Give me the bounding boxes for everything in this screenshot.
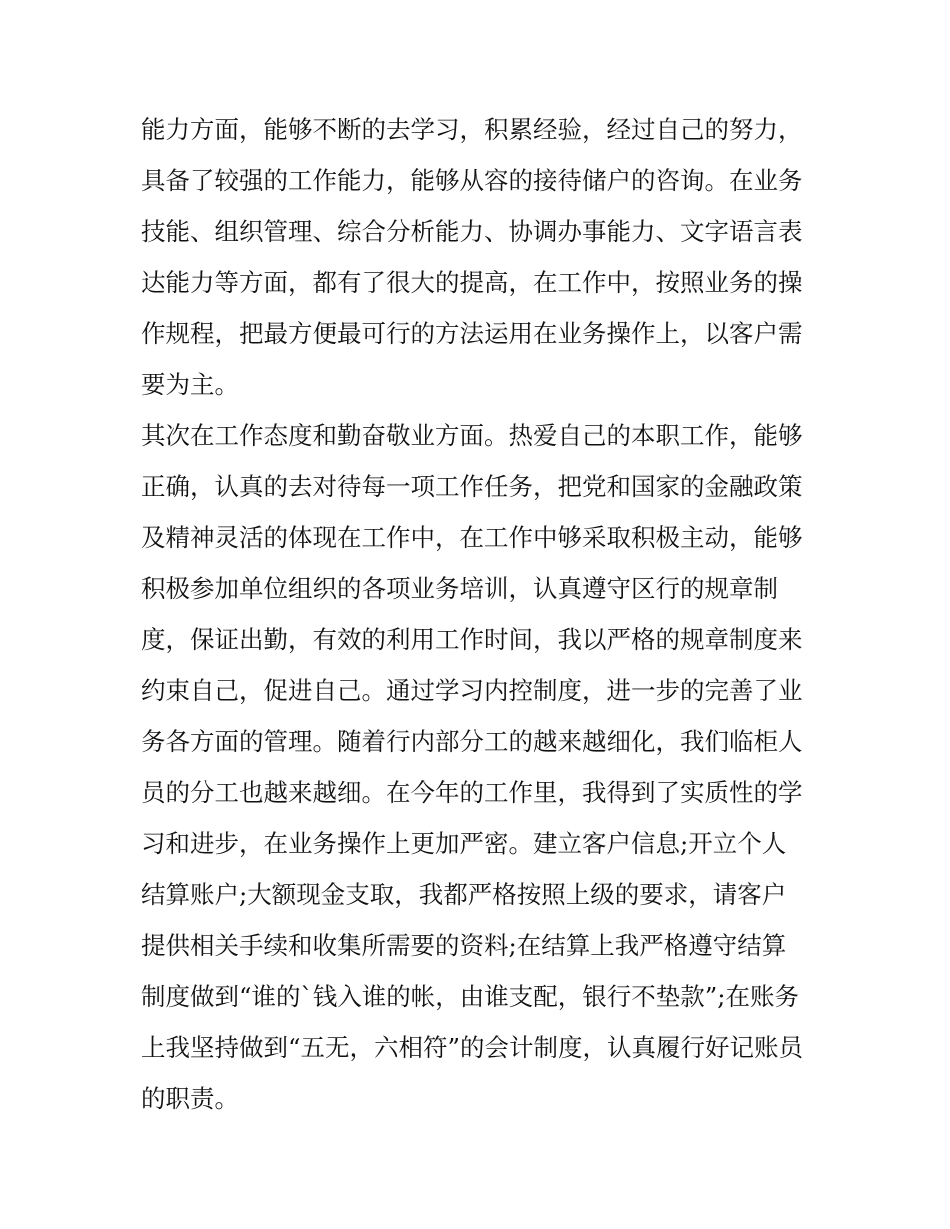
text-line-2: 具备了较强的工作能力，能够从容的接待储户的咨询。在业务 bbox=[141, 166, 803, 195]
text-line-10: 积极参加单位组织的各项业务培训，认真遵守区行的规章制 bbox=[141, 574, 778, 603]
text-line-14: 员的分工也越来越细。在今年的工作里，我得到了实质性的学 bbox=[141, 778, 803, 807]
text-line-11: 度，保证出勤，有效的利用工作时间，我以严格的规章制度来 bbox=[141, 625, 803, 654]
text-line-18: 制度做到“谁的`钱入谁的帐，由谁支配，银行不垫款”;在账务 bbox=[141, 982, 800, 1011]
text-line-6: 要为主。 bbox=[141, 370, 239, 399]
text-line-1: 能力方面，能够不断的去学习，积累经验，经过自己的努力， bbox=[141, 115, 803, 144]
text-line-19: 上我坚持做到“五无，六相符”的会计制度，认真履行好记账员 bbox=[141, 1033, 804, 1062]
text-line-3: 技能、组织管理、综合分析能力、协调办事能力、文字语言表 bbox=[141, 217, 803, 246]
text-line-8: 正确，认真的去对待每一项工作任务，把党和国家的金融政策 bbox=[141, 472, 803, 501]
text-line-20: 的职责。 bbox=[141, 1084, 239, 1113]
text-line-17: 提供相关手续和收集所需要的资料;在结算上我严格遵守结算 bbox=[141, 931, 787, 960]
text-line-13: 务各方面的管理。随着行内部分工的越来越细化，我们临柜人 bbox=[141, 727, 803, 756]
text-line-5: 作规程，把最方便最可行的方法运用在业务操作上，以客户需 bbox=[141, 319, 803, 348]
text-line-12: 约束自己，促进自己。通过学习内控制度，进一步的完善了业 bbox=[141, 676, 803, 705]
text-line-15: 习和进步，在业务操作上更加严密。建立客户信息;开立个人 bbox=[141, 829, 787, 858]
text-line-4: 达能力等方面，都有了很大的提高，在工作中，按照业务的操 bbox=[141, 268, 803, 297]
text-line-7: 其次在工作态度和勤奋敬业方面。热爱自己的本职工作，能够 bbox=[141, 421, 803, 450]
text-line-16: 结算账户;大额现金支取，我都严格按照上级的要求，请客户 bbox=[141, 880, 787, 909]
body-text bbox=[141, 104, 821, 1124]
text-line-9: 及精神灵活的体现在工作中，在工作中够采取积极主动，能够 bbox=[141, 523, 803, 552]
